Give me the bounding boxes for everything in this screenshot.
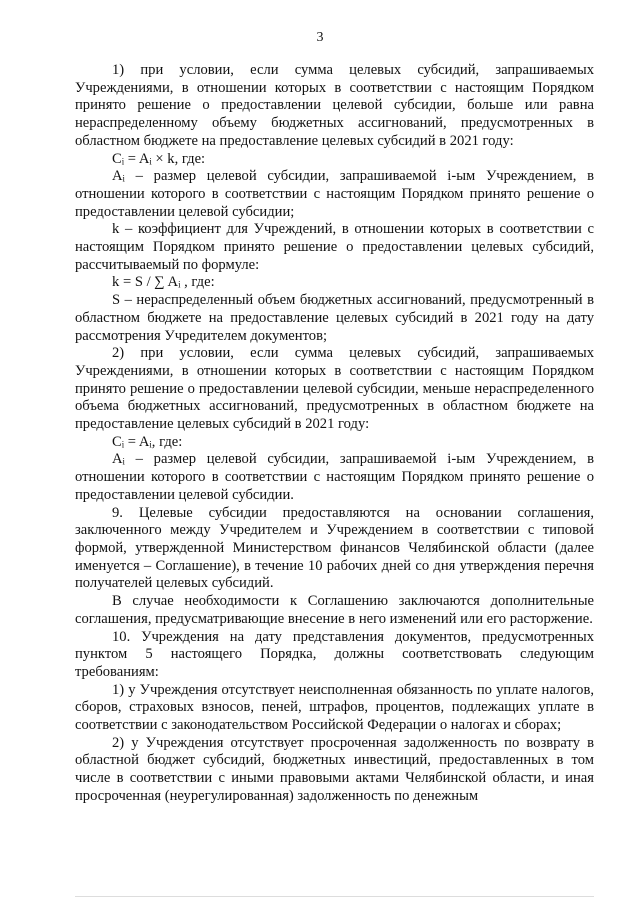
- paragraph-additional-agreements: В случае необходимости к Соглашению заключаются дополнительные соглашения, предусматривающие внесение в него изменений или его расторжение.: [75, 593, 594, 627]
- paragraph-requirement-1: 1) у Учреждения отсутствует неисполненная обязанность по уплате налогов, сборов, страховых взносов, пеней, штрафов, процентов, подлежащих уплате в соответствии с законодательством Российской Федерации о налогах и сборах;: [75, 681, 594, 734]
- paragraph-s-definition: S – нераспределенный объем бюджетных ассигнований, предусмотренный в областном бюджете на предоставление целевых субсидий в 2021 году на дату рассмотрения Учредителем документов;: [75, 292, 594, 344]
- paragraph-k-definition: k – коэффициент для Учреждений, в отношении которых в соответствии с настоящим Порядком принято решение о предоставлении целевых субсидий, рассчитываемый по формуле:: [75, 221, 594, 273]
- paragraph-ai-definition-2: Aᵢ – размер целевой субсидии, запрашиваемой i-ым Учреждением, в отношении которого в соответствии с настоящим Порядком принято решение о предоставлении целевой субсидии.: [75, 451, 594, 503]
- paragraph-item-9: 9. Целевые субсидии предоставляются на основании соглашения, заключенного между Учредителем и Учреждением в соответствии с типовой формой, утвержденной Министерством финансов Челябинской области (далее именуется – Соглашение), в течение 10 рабочих дней со дня утверждения перечня получателей целевых субсидий.: [75, 504, 594, 592]
- formula-ci-1: Cᵢ = Aᵢ × k, где:: [112, 150, 206, 167]
- paragraph-ai-definition: Aᵢ – размер целевой субсидии, запрашиваемой i-ым Учреждением, в отношении которого в соответствии с настоящим Порядком принято решение о предоставлении целевой субсидии;: [75, 168, 594, 220]
- formula-ci-2: Cᵢ = Aᵢ, где:: [112, 433, 183, 450]
- document-body: [75, 62, 594, 806]
- paragraph-condition-1: 1) при условии, если сумма целевых субсидий, запрашиваемых Учреждениями, в отношении которых в соответствии с настоящим Порядком принято решение о предоставлении целевой субсидии, больше или равна нераспределенному объему бюджетных ассигнований, предусмотренных в областном бюджете на предоставление целевых субсидий в 2021 году:: [75, 62, 594, 149]
- page-number: 3: [316, 30, 324, 45]
- formula-k: k = S / ∑ Aᵢ , где:: [112, 274, 215, 291]
- paragraph-condition-2: 2) при условии, если сумма целевых субсидий, запрашиваемых Учреждениями, в отношении которых в соответствии с настоящим Порядком принято решение о предоставлении целевой субсидии, меньше нераспределенного объема бюджетных ассигнований, предусмотренных в областном бюджете на предоставление целевых субсидий в 2021 году:: [75, 345, 594, 433]
- paragraph-requirement-2: 2) у Учреждения отсутствует просроченная задолженность по возврату в областной бюджет субсидий, бюджетных инвестиций, предоставленных в том числе в соответствии с иными правовыми актами Челябинской области, и иная просроченная (неурегулированная) задолженность по денежным: [75, 734, 594, 804]
- page-bottom-edge: [75, 896, 594, 897]
- paragraph-item-10: 10. Учреждения на дату представления документов, предусмотренных пунктом 5 настоящего Порядка, должны соответствовать следующим требованиям:: [75, 628, 594, 680]
